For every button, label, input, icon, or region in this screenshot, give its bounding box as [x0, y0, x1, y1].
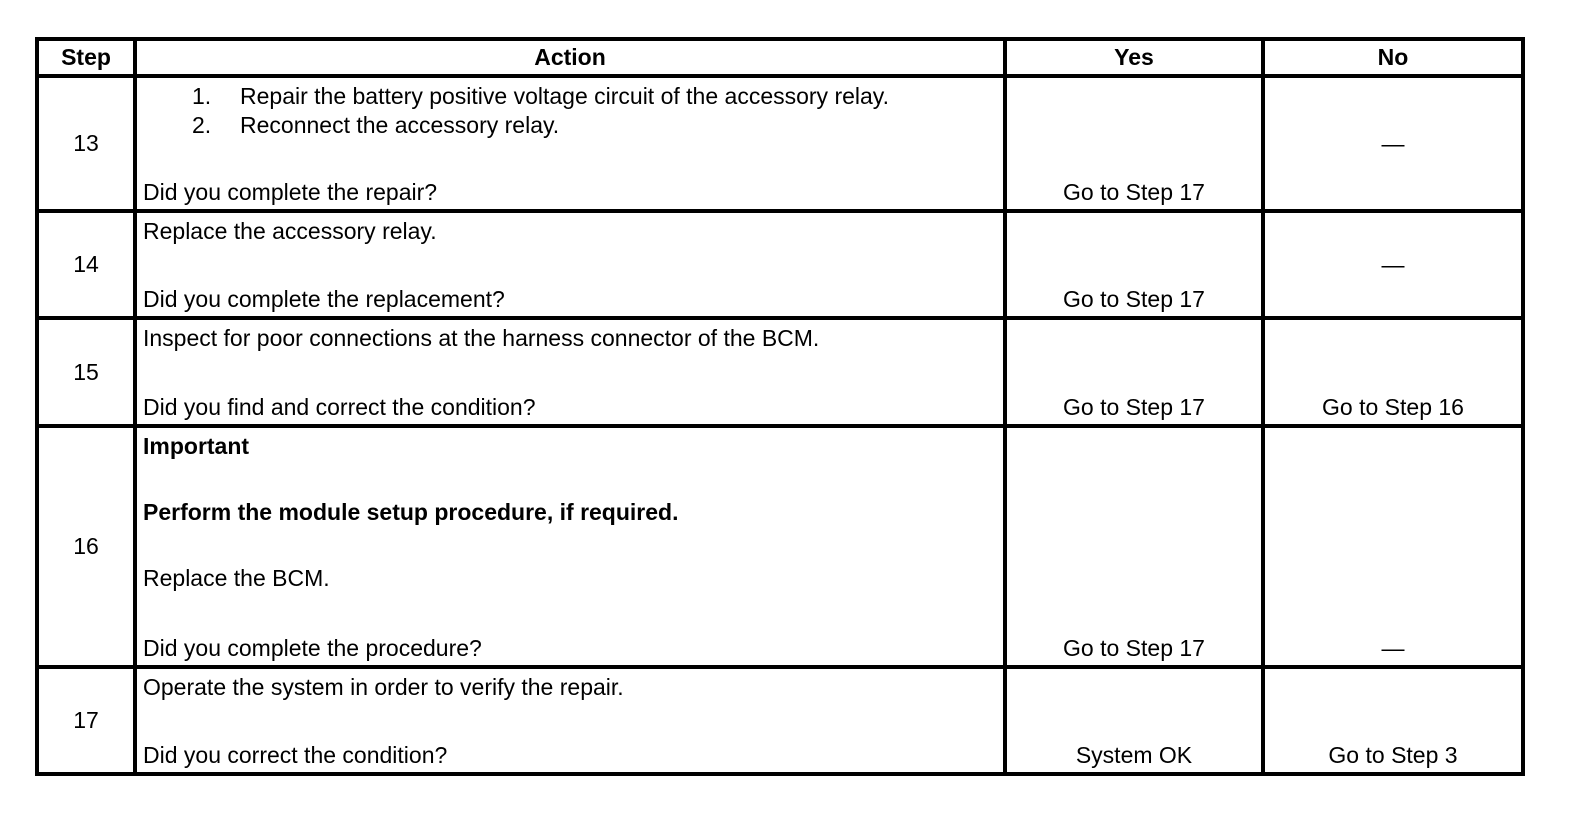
yes-result: Go to Step 17: [1063, 635, 1205, 661]
no-result: Go to Step 16: [1322, 394, 1464, 420]
important-label: Important: [143, 433, 250, 459]
list-number: 1.: [192, 83, 212, 109]
question-text: Did you correct the condition?: [143, 742, 448, 768]
yes-cell: [1005, 76, 1263, 211]
yes-result: Go to Step 17: [1063, 179, 1205, 205]
no-cell: [1263, 211, 1523, 318]
table-row: [37, 318, 1523, 426]
table-row: [37, 211, 1523, 318]
table-row: [37, 667, 1523, 774]
action-cell: [135, 211, 1005, 318]
step-number: 14: [37, 211, 135, 318]
question-text: Did you complete the repair?: [143, 179, 438, 205]
important-note: Perform the module setup procedure, if required.: [143, 499, 679, 525]
list-text: Repair the battery positive voltage circuit of the accessory relay.: [240, 83, 889, 109]
action-text: Inspect for poor connections at the harness connector of the BCM.: [143, 325, 820, 351]
header-step: Step: [37, 39, 135, 76]
action-text: Replace the accessory relay.: [143, 218, 437, 244]
step-number: 13: [37, 76, 135, 211]
action-cell: [135, 426, 1005, 667]
table-row: [37, 76, 1523, 211]
yes-result: System OK: [1075, 742, 1193, 768]
yes-result: Go to Step 17: [1063, 286, 1205, 312]
no-cell: [1263, 318, 1523, 426]
list-number: 2.: [192, 112, 212, 138]
question-text: Did you complete the replacement?: [143, 286, 505, 312]
no-result: —: [1381, 251, 1405, 277]
no-result: —: [1381, 635, 1405, 661]
action-text: Operate the system in order to verify the repair.: [143, 674, 624, 700]
diagnostic-table: [35, 37, 1525, 776]
action-cell: [135, 318, 1005, 426]
question-text: Did you complete the procedure?: [143, 635, 482, 661]
yes-cell: [1005, 426, 1263, 667]
no-cell: [1263, 426, 1523, 667]
yes-cell: [1005, 667, 1263, 774]
list-item: [143, 82, 997, 111]
no-result: Go to Step 3: [1328, 742, 1458, 768]
no-cell: [1263, 667, 1523, 774]
no-cell: [1263, 76, 1523, 211]
list-item: [143, 111, 997, 140]
step-number: 16: [37, 426, 135, 667]
no-result: —: [1381, 130, 1405, 156]
header-action: Action: [135, 39, 1005, 76]
question-text: Did you find and correct the condition?: [143, 394, 536, 420]
yes-result: Go to Step 17: [1063, 394, 1205, 420]
header-no: No: [1263, 39, 1523, 76]
yes-cell: [1005, 318, 1263, 426]
yes-cell: [1005, 211, 1263, 318]
step-number: 17: [37, 667, 135, 774]
header-row: [37, 39, 1523, 76]
action-text: Replace the BCM.: [143, 565, 330, 591]
table-row: [37, 426, 1523, 667]
action-cell: [135, 76, 1005, 211]
action-cell: [135, 667, 1005, 774]
step-number: 15: [37, 318, 135, 426]
header-yes: Yes: [1005, 39, 1263, 76]
list-text: Reconnect the accessory relay.: [240, 112, 560, 138]
